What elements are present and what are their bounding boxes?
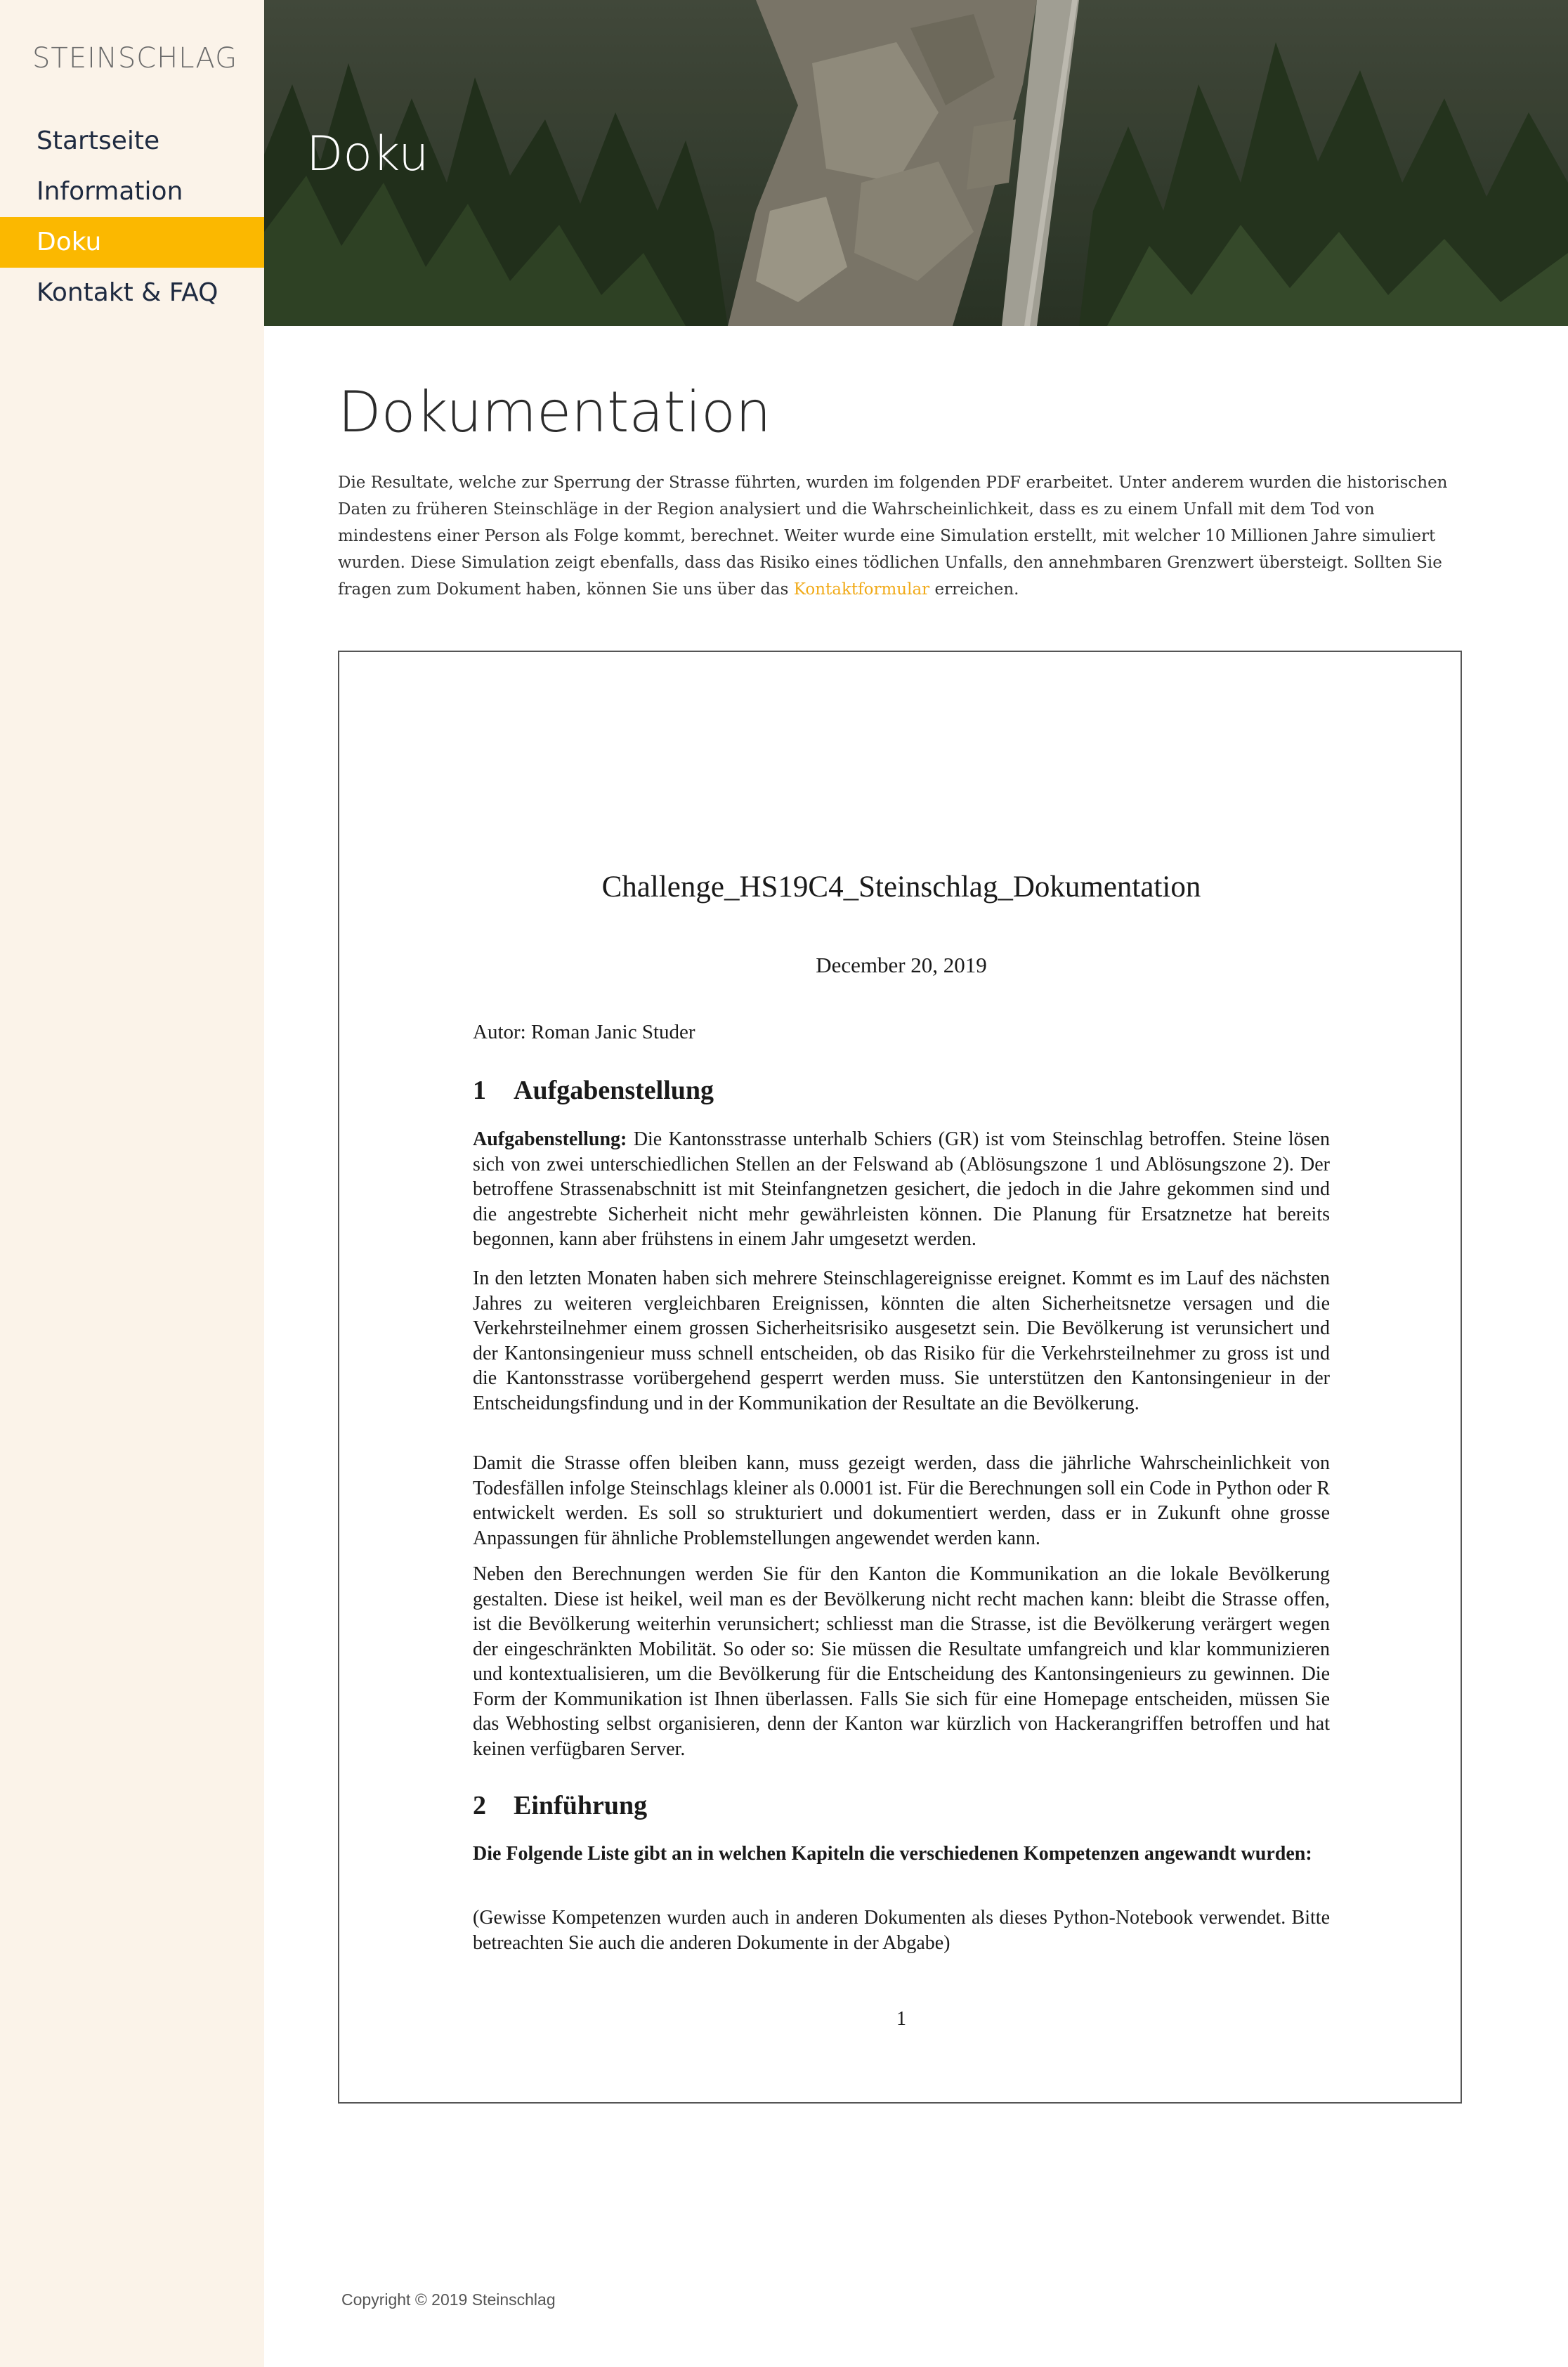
pdf-paragraph: (Gewisse Kompetenzen wurden auch in anderen Dokumenten als dieses Python-Notebook verwendet. Bitte betreachten Sie auch die anderen Dokumente in der Abgabe) <box>473 1907 1330 1954</box>
pdf-paragraph: In den letzten Monaten haben sich mehrere Steinschlagereignisse ereignet. Kommt es im Lauf des nächsten Jahres zu weiteren vergleichbaren Ereignissen, könnten die alten Sicherheitsnetze versagen und die Verkehrsteilnehmer einem grossen Sicherheitsrisiko ausgesetzt sein. Die Bevölkerung ist verunsichert und der Kantonsingenieur muss schnell entscheiden, ob das Risiko für die Verkehrsteilnehmer zu gross ist und die Kantonsstrasse vorübergehend gesperrt werden muss. Sie unterstützen den Kantonsingenieur in der Entscheidungsfindung und in der Kommunikation der Resultate an die Bevölkerung. <box>473 1267 1330 1414</box>
banner-title: Doku <box>306 126 429 182</box>
pdf-date: December 20, 2019 <box>816 953 987 977</box>
nav-item-startseite[interactable]: Startseite <box>37 126 160 155</box>
page-title: Dokumentation <box>338 379 771 445</box>
pdf-viewer[interactable] <box>338 651 1462 2104</box>
intro-end: erreichen. <box>929 580 1019 599</box>
nav-item-kontakt-faq[interactable]: Kontakt & FAQ <box>37 278 218 307</box>
section-number: 2 <box>473 1791 486 1820</box>
footer-copyright: Copyright © 2019 Steinschlag <box>341 2290 556 2309</box>
pdf-bold-lead: Aufgabenstellung: <box>473 1128 627 1150</box>
section-title: Aufgabenstellung <box>514 1076 714 1105</box>
pdf-title: Challenge_HS19C4_Steinschlag_Dokumentation <box>601 870 1201 904</box>
pdf-section-heading <box>473 1790 647 1821</box>
contact-form-link[interactable]: Kontaktformular <box>793 580 930 599</box>
pdf-text: Die Kantonsstrasse unterhalb Schiers (GR) ist vom Steinschlag betroffen. Steine lösen sich von zwei unterschiedlichen Stellen an der Felswand ab (Ablösungszone 1 und Ablösungszone 2). Der betroffene Strassenabschnitt ist mit Steinfangnetzen gesichert, die jedoch in die Jahre gekommen sind und die angestrebte Sicherheit nicht mehr gewährleisten können. Die Planung für Ersatznetze hat bereits begonnen, kann aber frühstens in einem Jahr umgesetzt werden. <box>473 1128 1330 1250</box>
header-banner <box>264 0 1568 326</box>
section-number: 1 <box>473 1076 486 1105</box>
pdf-author: Autor: Roman Janic Studer <box>473 1021 695 1043</box>
pdf-paragraph: Neben den Berechnungen werden Sie für den Kanton die Kommunikation an die lokale Bevölkerung gestalten. Diese ist heikel, weil man es der Bevölkerung nicht recht machen kann: bleibt die Strasse offen, ist die Bevölkerung weiterhin verunsichert; schliesst man die Strasse, ist die Bevölkerung verärgert wegen der eingeschränkten Mobilität. So oder so: Sie müssen die Resultate umfangreich und klar kommunizieren und kontextualisieren, um die Bevölkerung für die Entscheidung des Kantonsingenieurs zu gewinnen. Die Form der Kommunikation ist Ihnen überlassen. Falls Sie sich für eine Homepage entscheiden, müssen Sie das Webhosting selbst organisieren, denn der Kanton war kürzlich von Hackerangriffen betroffen und hat keinen verfügbaren Server. <box>473 1563 1330 1760</box>
nav-item-doku[interactable]: Doku <box>0 217 264 268</box>
pdf-page-number: 1 <box>896 2008 906 2030</box>
pdf-paragraph: Damit die Strasse offen bleiben kann, muss gezeigt werden, dass die jährliche Wahrscheinlichkeit von Todesfällen infolge Steinschlags kleiner als 0.0001 ist. Für die Berechnungen soll ein Code in Python oder R entwickelt werden. Es soll so strukturiert und dokumentiert werden, dass er in Zukunft ohne grosse Anpassungen für ähnliche Problemstellungen angewendet werden kann. <box>473 1452 1330 1549</box>
main-nav <box>0 116 264 318</box>
pdf-paragraph <box>473 1841 1330 1867</box>
intro-text: Die Resultate, welche zur Sperrung der Strasse führten, wurden im folgenden PDF erarbeitet. Unter anderem wurden die historischen Daten zu früheren Steinschläge in der Region analysiert und die Wahrscheinlichkeit, dass es zu einem Unfall mit dem Tod von mindestens einer Person als Folge kommt, berechnet. Weiter wurde eine Simulation erstellt, mit welcher 10 Millionen Jahre simuliert wurden. Diese Simulation zeigt ebenfalls, dass das Risiko eines tödlichen Unfalls, den annehmbaren Grenzwert übersteigt. Sollten Sie fragen zum Dokument haben, können Sie uns über das <box>338 474 1448 599</box>
nav-item-information[interactable]: Information <box>37 177 183 206</box>
section-title: Einführung <box>514 1791 648 1820</box>
pdf-section-heading <box>473 1075 714 1106</box>
pdf-bold-lead: Die Folgende Liste gibt an in welchen Kapiteln die verschiedenen Kompetenzen angewandt wurden: <box>473 1843 1312 1865</box>
sidebar <box>0 0 264 2367</box>
rockfall-banner-image <box>264 0 1568 326</box>
intro-paragraph <box>338 469 1462 603</box>
pdf-paragraph <box>473 1127 1330 1252</box>
site-logo[interactable]: STEINSCHLAG <box>32 42 238 74</box>
